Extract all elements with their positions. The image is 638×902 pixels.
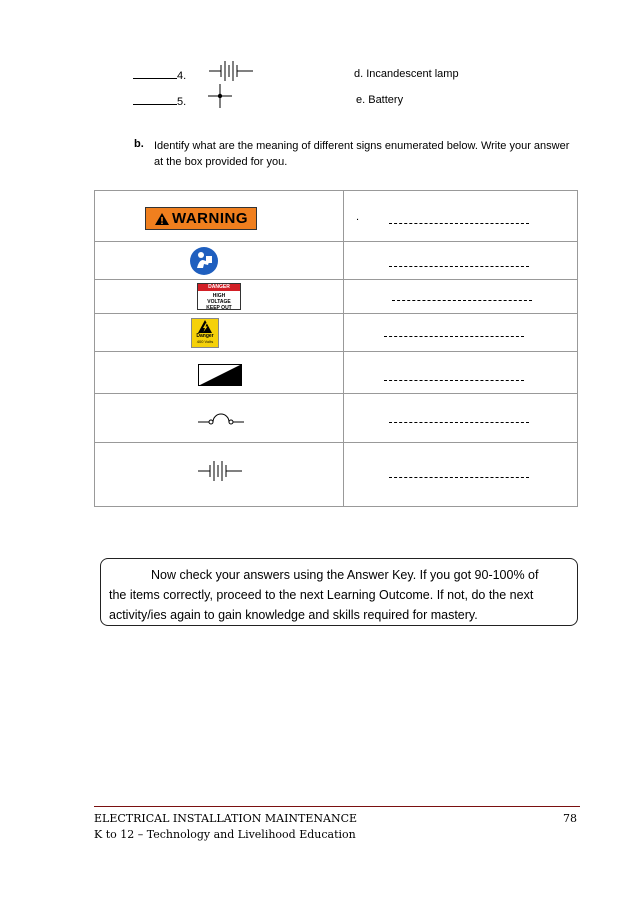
- part-b-instruction: Identify what are the meaning of different signs enumerated below. Write your answer at the box provided for you.: [154, 140, 570, 168]
- electric-line1: Danger: [196, 333, 214, 339]
- mandatory-sign-icon: [189, 246, 219, 276]
- danger-line1: HIGH: [212, 293, 226, 299]
- electric-hazard-sign: [191, 318, 219, 348]
- table-row: [95, 280, 578, 314]
- electric-line2: 400 Volts: [196, 339, 214, 344]
- warning-triangle-icon: [154, 212, 170, 226]
- danger-line3: KEEP OUT: [206, 305, 232, 311]
- answer-line[interactable]: [389, 223, 529, 224]
- answer-line[interactable]: [384, 380, 524, 381]
- answer-line[interactable]: [389, 477, 529, 478]
- battery-symbol-icon: [198, 460, 242, 482]
- note-line-3: activity/ies again to gain knowledge and skills required for mastery.: [109, 608, 478, 622]
- table-row: [95, 314, 578, 352]
- choice-d: d. Incandescent lamp: [354, 68, 459, 80]
- junction-symbol-icon: [208, 84, 232, 108]
- item-4: [133, 68, 186, 82]
- table-row: [95, 191, 578, 242]
- answer-line[interactable]: [384, 336, 524, 337]
- table-row: [95, 242, 578, 280]
- item-number: 5.: [177, 96, 187, 108]
- note-line-1: Now check your answers using the Answer Key. If you got 90-100% of: [151, 568, 539, 582]
- row-mark: .: [356, 211, 360, 223]
- table-row: [95, 394, 578, 443]
- page-number: 78: [563, 812, 577, 825]
- item-number: 4.: [177, 70, 187, 82]
- danger-sign: [197, 283, 241, 310]
- lamp-arc-symbol-icon: [198, 408, 244, 426]
- answer-blank[interactable]: [133, 94, 177, 105]
- diagonal-symbol-icon: [198, 364, 242, 386]
- table-row: [95, 352, 578, 394]
- footer-rule: [94, 806, 580, 807]
- answer-line[interactable]: [389, 266, 529, 267]
- footer-title: ELECTRICAL INSTALLATION MAINTENANCE: [94, 812, 358, 825]
- answer-line[interactable]: [392, 300, 532, 301]
- signs-table: [94, 190, 578, 507]
- electric-hazard-icon: [198, 320, 212, 333]
- danger-line2: VOLTAGE: [207, 299, 231, 305]
- warning-sign: [145, 207, 257, 230]
- warning-text: WARNING: [172, 210, 248, 227]
- table-row: [95, 443, 578, 507]
- answer-blank[interactable]: [133, 68, 177, 79]
- note-line-2: the items correctly, proceed to the next Learning Outcome. If not, do the next: [109, 588, 534, 602]
- footer-subtitle: K to 12 – Technology and Livelihood Education: [94, 828, 356, 841]
- answer-key-note: [100, 558, 578, 626]
- item-5: [133, 94, 186, 108]
- choice-e: e. Battery: [356, 94, 404, 106]
- answer-line[interactable]: [389, 422, 529, 423]
- part-b-letter: b.: [134, 138, 144, 150]
- battery-symbol-icon: [209, 60, 253, 82]
- danger-header: DANGER: [198, 284, 240, 291]
